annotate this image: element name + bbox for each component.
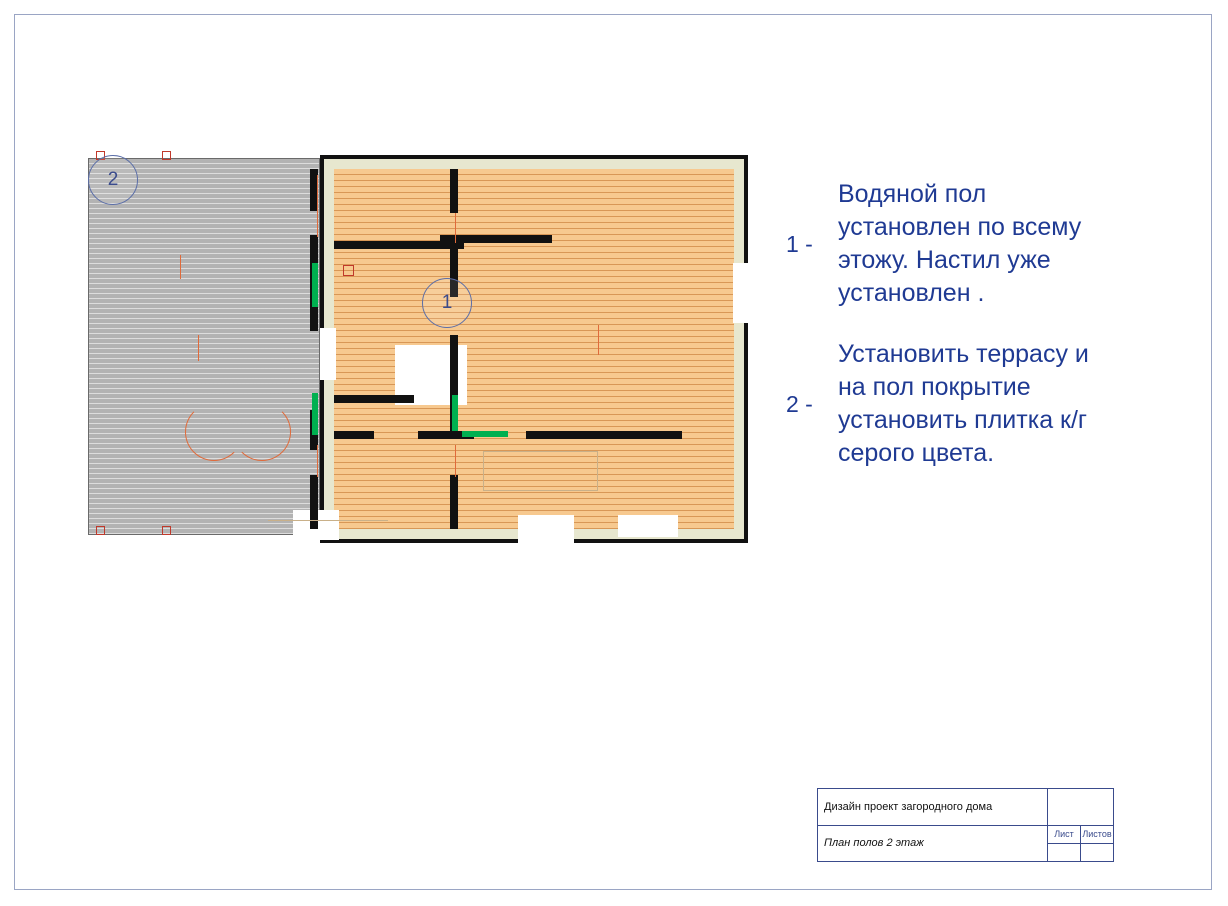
exterior-opening [320, 328, 336, 380]
door-swing-arc [233, 403, 291, 461]
terrace-corner-marker-icon [96, 526, 105, 535]
plan-marker-1: 1 [422, 278, 472, 328]
interior-wall [592, 431, 682, 439]
sheets-label: Листов [1082, 829, 1112, 840]
fixture-line [483, 490, 598, 491]
sheet-info-headers [1048, 826, 1113, 844]
interior-wall [450, 475, 458, 529]
door-fitting-green [312, 393, 318, 435]
interior-wall [334, 431, 374, 439]
reference-line [317, 175, 318, 237]
terrace-corner-marker-icon [162, 526, 171, 535]
legend-item-2 [786, 338, 1116, 470]
house-floor-fill [334, 169, 734, 529]
sheet-label: Лист [1048, 826, 1081, 843]
legend-item-1-text: Водяной пол установлен по всему этожу. Настил уже установлен . [838, 180, 1082, 307]
title-block-bottom-row [818, 826, 1113, 862]
sheet-info [1048, 826, 1113, 862]
fixture-line [483, 451, 598, 452]
terrace-corner-marker-icon [162, 151, 171, 160]
reference-line [455, 445, 456, 477]
title-block-top-side-cell [1048, 789, 1113, 825]
fixture-line [597, 451, 598, 491]
sheet-info-values [1048, 844, 1113, 861]
reference-line [317, 445, 318, 477]
exterior-opening [518, 515, 574, 543]
door-fitting-green [452, 395, 458, 431]
reference-line [455, 213, 456, 243]
title-block [817, 788, 1114, 862]
exterior-opening [733, 263, 748, 323]
reference-line [198, 335, 199, 361]
project-title: Дизайн проект загородного дома [818, 789, 1048, 825]
legend-notes [786, 178, 1116, 498]
stair-niche-step [419, 345, 467, 375]
fixture-line [483, 451, 484, 491]
title-block-top-row [818, 789, 1113, 826]
sheet-value [1048, 844, 1081, 861]
floor-plan [88, 155, 753, 545]
terrace-area [88, 158, 320, 535]
drawing-title: План полов 2 этаж [818, 826, 1048, 862]
door-fitting-green [462, 431, 508, 437]
reference-line [598, 325, 599, 355]
interior-wall [450, 169, 458, 213]
reference-line [180, 255, 181, 279]
door-fitting-green [312, 263, 318, 307]
title-block-top-side [1048, 789, 1113, 825]
interior-wall [334, 395, 414, 403]
legend-item-1-number: 1 - [786, 230, 813, 257]
wall-detail-marker-icon [343, 265, 354, 276]
sheets-value [1081, 844, 1113, 861]
legend-item-2-text: Установить террасу и на пол покрытие установить плитка к/г серого цвета. [838, 340, 1089, 467]
legend-item-2-number: 2 - [786, 390, 813, 417]
fixture-line [268, 520, 388, 521]
exterior-opening [618, 515, 678, 537]
legend-item-1 [786, 178, 1116, 310]
plan-marker-2: 2 [88, 155, 138, 205]
